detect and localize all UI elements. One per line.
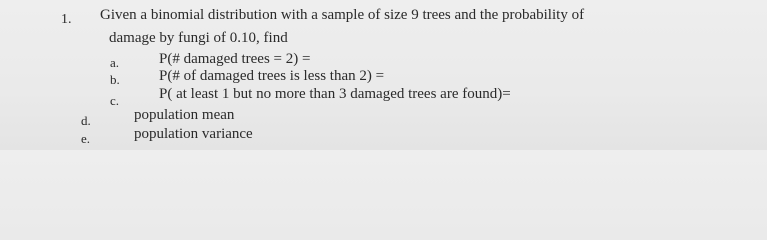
part-e-text: population variance [134,126,253,142]
question-number: 1. [61,12,72,27]
part-d-label: d. [81,113,91,128]
part-a-text: P(# damaged trees = 2) = [159,51,311,67]
part-c-label: c. [110,93,120,108]
part-b-text: P(# of damaged trees is less than 2) = [159,68,385,84]
part-e-label: e. [81,131,91,146]
part-d-text: population mean [134,107,235,123]
part-c-text: P( at least 1 but no more than 3 damaged trees are found)= [159,86,511,102]
part-a-label: a. [110,55,120,70]
question-stem-line-1: Given a binomial distribution with a sample of size 9 trees and the probability of [100,7,585,23]
part-b-label: b. [110,72,120,87]
question-stem-line-2: damage by fungi of 0.10, find [109,30,288,46]
